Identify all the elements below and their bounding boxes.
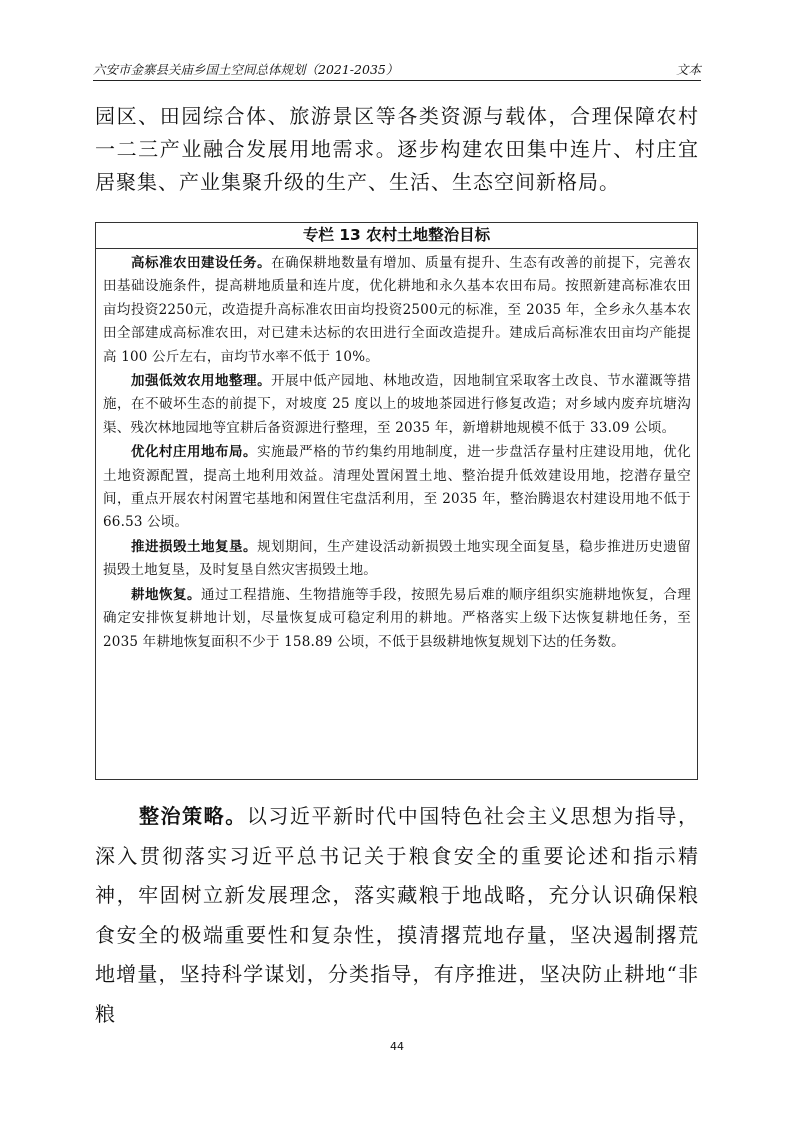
top-paragraph: 园区、田园综合体、旅游景区等各类资源与载体，合理保障农村一二三产业融合发展用地需求。逐步构建农田集中连片、村庄宜居聚集、产业集聚升级的生产、生活、生态空间新格局。	[95, 104, 699, 194]
box-item-lead: 优化村庄用地布局。	[131, 444, 258, 461]
box-item-lead: 高标准农田建设任务。	[131, 255, 272, 271]
bottom-paragraph-text: 以习近平新时代中国特色社会主义思想为指导，深入贯彻落实习近平总书记关于粮食安全的重要论述和指示精神，牢固树立新发展理念，落实藏粮于地战略，充分认识确保粮食安全的极端重要性和复杂性，摸清撂荒地存量，坚决遏制撂荒地增量，坚持科学谋划，分类指导，有序推进，坚决防止耕地“非粮	[95, 804, 700, 1026]
page-header	[93, 60, 701, 81]
box-item-text: 开展中低产园地、林地改造，因地制宜采取客土改良、节水灌溉等措施，在不破坏生态的前提下，对坡度 25 度以上的坡地茶园进行修复改造；对乡域内废弃坑塘沟渠、残次林地园地等宜耕后备资源进行整理，至 2035 年，新增耕地规模不低于 33.09 公顷。	[103, 373, 692, 436]
box-item	[103, 252, 691, 369]
box-item	[103, 441, 691, 535]
column-box-title: 专栏 13 农村土地整治目标	[96, 223, 697, 249]
box-item	[103, 584, 691, 654]
page-number: 44	[390, 1040, 404, 1053]
column-box-body	[96, 249, 697, 654]
box-item-text: 通过工程措施、生物措施等手段，按照先易后难的顺序组织实施耕地恢复，合理确定安排恢复耕地计划，尽量恢复成可稳定利用的耕地。严格落实上级下达恢复耕地任务，至 2035 年耕地恢复面积不少于 158.89 公顷，不低于县级耕地恢复规划下达的任务数。	[103, 586, 692, 650]
box-item	[103, 536, 691, 583]
bottom-paragraph-lead: 整治策略。	[139, 804, 247, 828]
column-box	[95, 222, 698, 780]
box-item-lead: 加强低效农用地整理。	[131, 373, 272, 390]
bottom-paragraph	[95, 797, 699, 1047]
box-item-lead: 耕地恢复。	[131, 586, 202, 603]
box-item-lead: 推进损毁土地复垦。	[131, 538, 258, 555]
section-label: 文本	[675, 62, 701, 77]
box-item-text: 实施最严格的节约集约用地制度，进一步盘活存量村庄建设用地，优化土地资源配置，提高土地利用效益。清理处置闲置土地、整治提升低效建设用地，挖潜存量空间，重点开展农村闲置宅基地和闲置住宅盘活利用，至 2035 年，整治腾退农村建设用地不低于 66.53 公顷。	[103, 444, 691, 531]
box-item-text: 在确保耕地数量有增加、质量有提升、生态有改善的前提下，完善农田基础设施条件，提高耕地质量和连片度，优化耕地和永久基本农田布局。按照新建高标准农田亩均投资2250元，改造提升高标准农田亩均投资2500元的标准，至 2035 年，全乡永久基本农田全部建成高标准农田，对已建未达标的农田进行全面改造提升。建成后高标准农田亩均产能提高 100 公斤左右，亩均节水率不低于 10%。	[103, 255, 692, 365]
box-item	[103, 370, 691, 440]
document-title: 六安市金寨县关庙乡国土空间总体规划（2021-2035）	[93, 62, 399, 77]
box-item-text: 规划期间，生产建设活动新损毁土地实现全面复垦，稳步推进历史遗留损毁土地复垦，及时复垦自然灾害损毁土地。	[103, 538, 691, 579]
